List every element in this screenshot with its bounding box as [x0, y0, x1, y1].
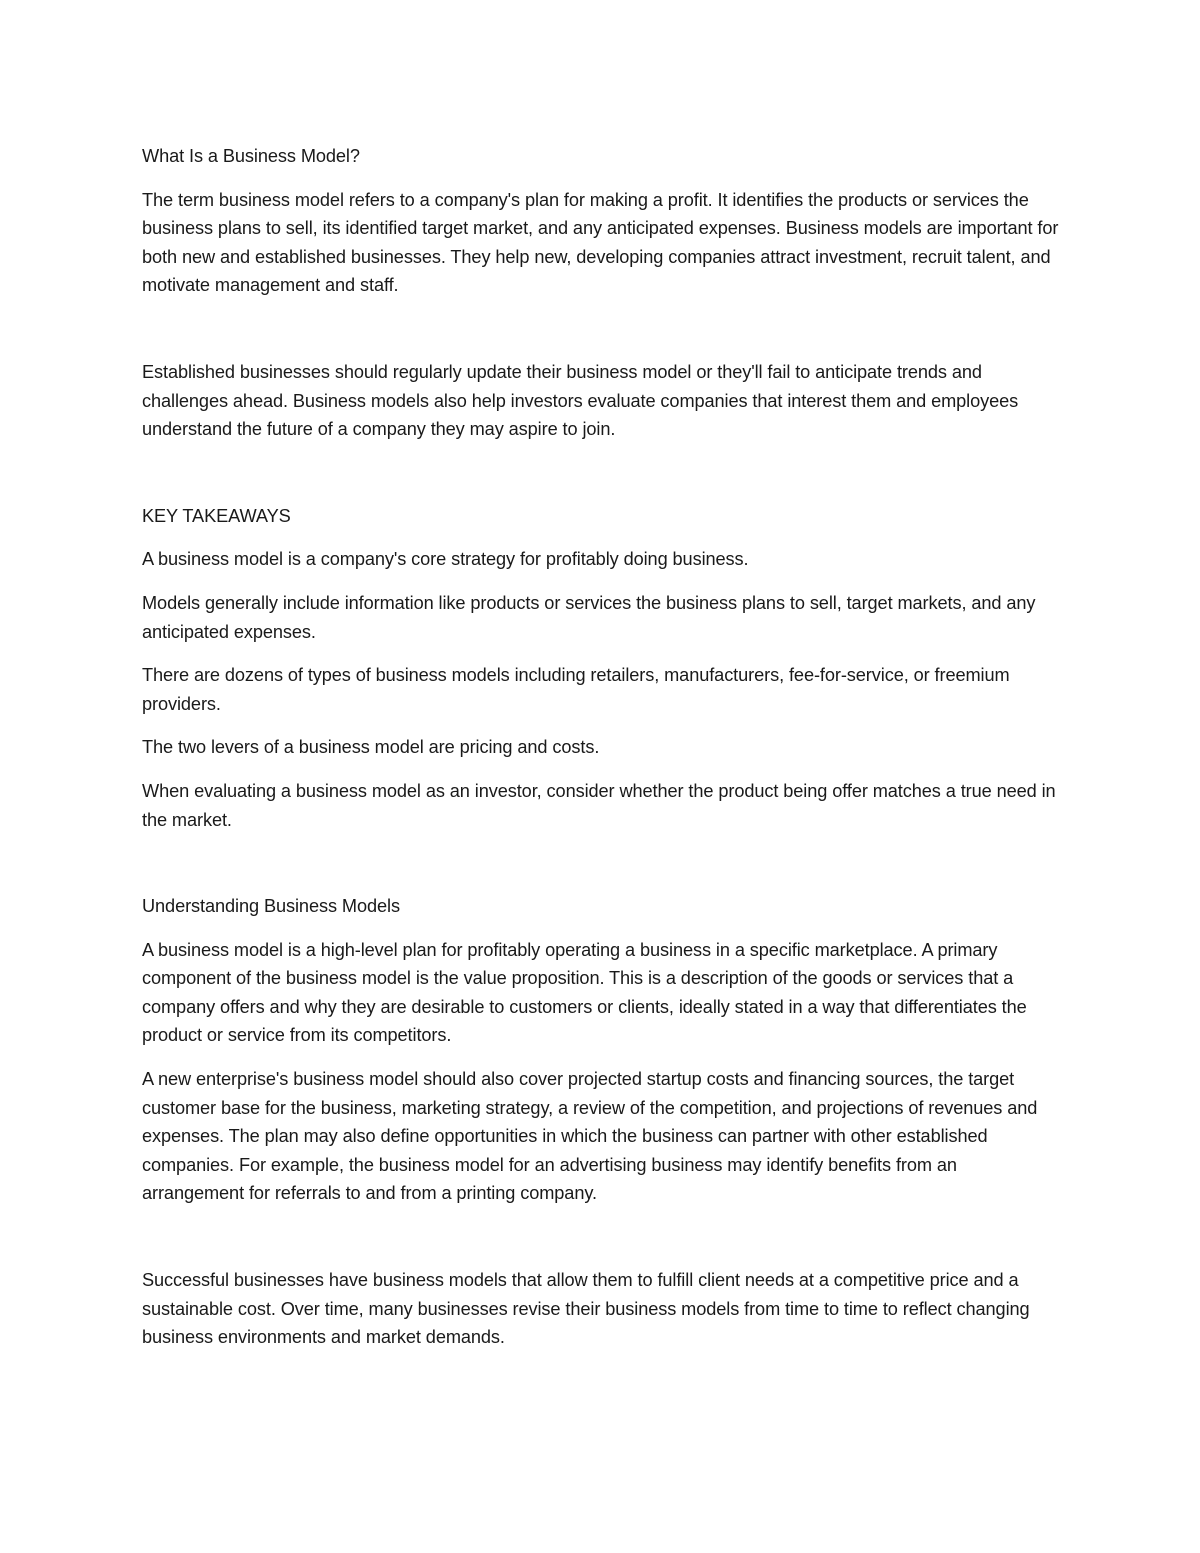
paragraph: A business model is a high-level plan for profitably operating a business in a specific marketplace. A primary component of the business model is the value proposition. This is a description of the goods or services that a company offers and why they are desirable to customers or clients, ideally stated in a way that differentiates the product or service from its competitors.	[142, 939, 1027, 1046]
takeaway-item: A business model is a company's core strategy for profitably doing business.	[142, 549, 749, 570]
paragraph: Established businesses should regularly update their business model or they'll fail to anticipate trends and challenges ahead. Business models also help investors evaluate companies that interest them and employees understand the future of a company they may aspire to join.	[142, 361, 1019, 440]
section-heading-understanding-business-models: Understanding Business Models	[142, 896, 400, 917]
paragraph: Successful businesses have business models that allow them to fulfill client needs at a competitive price and a sustainable cost. Over time, many businesses revise their business models from time to time to reflect changing business environments and market demands.	[142, 1270, 1030, 1348]
section-heading-what-is-business-model: What Is a Business Model?	[142, 146, 360, 166]
document-body	[142, 142, 1060, 1367]
takeaway-item: The two levers of a business model are pricing and costs.	[142, 737, 600, 758]
takeaway-item: Models generally include information like products or services the business plans to sell, target markets, and any anticipated expenses.	[142, 592, 1036, 642]
paragraph: A new enterprise's business model should also cover projected startup costs and financing sources, the target customer base for the business, marketing strategy, a review of the competition, and projections of revenues and expenses. The plan may also define opportunities in which the business can partner with other established companies. For example, the business model for an advertising business may identify benefits from an arrangement for referrals to and from a printing company.	[142, 1069, 1038, 1204]
section-heading-key-takeaways: KEY TAKEAWAYS	[142, 505, 291, 526]
paragraph: The term business model refers to a company's plan for making a profit. It identifies the products or services the business plans to sell, its identified target market, and any anticipated expenses. Business models are important for both new and established businesses. They help new, developing companies attract investment, recruit talent, and motivate management and staff.	[142, 189, 1059, 296]
takeaway-item: When evaluating a business model as an investor, consider whether the product being offer matches a true need in the market.	[142, 780, 1056, 830]
takeaway-item: There are dozens of types of business models including retailers, manufacturers, fee-for-service, or freemium providers.	[142, 665, 1010, 714]
